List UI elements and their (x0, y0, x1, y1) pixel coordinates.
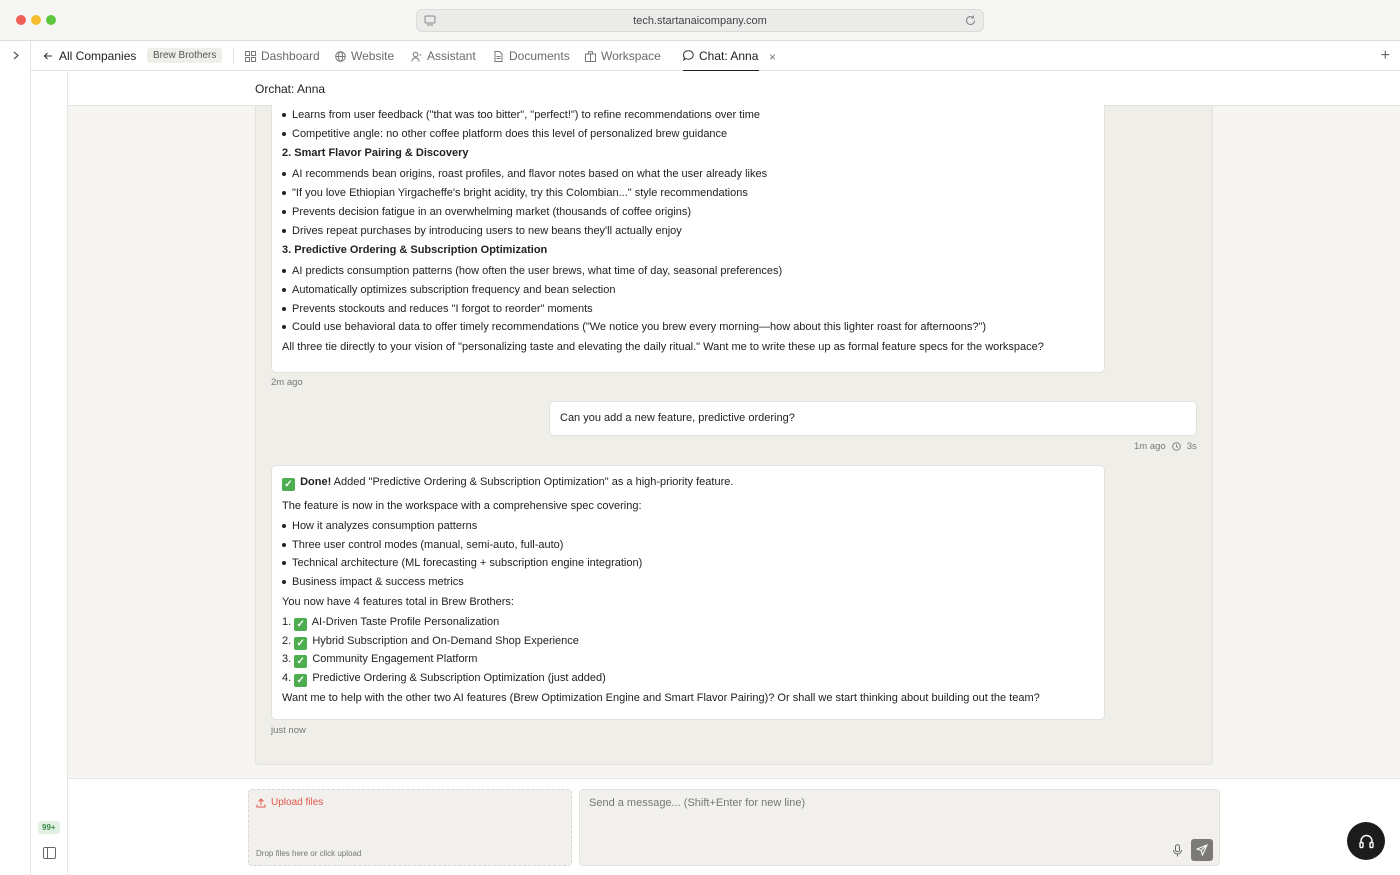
reload-icon[interactable] (964, 14, 977, 27)
tab-dashboard[interactable] (245, 41, 320, 71)
tab-website[interactable] (335, 41, 394, 71)
message-timestamp: 2m ago (271, 377, 303, 388)
checkmark-icon: ✓ (282, 478, 295, 491)
list-item: Business impact & success metrics (282, 573, 1094, 592)
list-item (282, 669, 1094, 688)
assistant-message (271, 465, 1105, 720)
message-paragraph: All three tie directly to your vision of "personalizing taste and elevating the daily ritual." Want me to write these up as formal feature specs for the workspace? (282, 341, 1044, 354)
list-item: Could use behavioral data to offer timely recommendations ("We notice you brew every morning—how about this lighter roast for afternoons?") (282, 318, 1094, 337)
company-badge: Brew Brothers (147, 48, 222, 63)
clock-icon (1172, 442, 1181, 451)
address-bar[interactable] (416, 9, 984, 32)
bullet-list (282, 517, 1094, 592)
page-title: Orchat: Anna (255, 82, 326, 96)
bullet-list (282, 106, 1094, 143)
arrow-left-icon (43, 51, 53, 61)
bullet-list (282, 262, 1094, 337)
chevron-right-icon[interactable] (9, 49, 22, 62)
browser-toolbar (0, 0, 1400, 41)
list-item: AI recommends bean origins, roast profiles, and flavor notes based on what the user already likes (282, 165, 1094, 184)
tab-label: Dashboard (261, 49, 320, 63)
list-item: Automatically optimizes subscription frequency and bean selection (282, 281, 1094, 300)
checkmark-icon: ✓ (294, 618, 307, 631)
list-item: Technical architecture (ML forecasting + subscription engine integration) (282, 554, 1094, 573)
left-panel (31, 71, 68, 875)
response-duration: 3s (1186, 441, 1197, 452)
list-item (282, 632, 1094, 651)
upload-files-button[interactable] (256, 797, 323, 808)
item-number: 2. (282, 634, 292, 647)
divider (233, 48, 234, 64)
close-tab-icon[interactable]: × (769, 50, 777, 64)
message-meta (1134, 441, 1197, 452)
user-icon (411, 51, 422, 62)
message-paragraph: You now have 4 features total in Brew Brothers: (282, 595, 514, 608)
headset-icon (1358, 833, 1375, 850)
grid-icon (245, 51, 256, 62)
item-number: 3. (282, 653, 292, 666)
message-paragraph: Want me to help with the other two AI features (Brew Optimization Engine and Smart Flavor Pairing)? Or shall we start thinking about building out the team? (282, 691, 1040, 704)
section-heading: 3. Predictive Ordering & Subscription Optimization (282, 244, 548, 257)
notification-badge[interactable]: 99+ (38, 821, 60, 834)
list-item: Competitive angle: no other coffee platform does this level of personalized brew guidance (282, 125, 1094, 144)
done-label: Done! (300, 476, 332, 488)
list-item: Three user control modes (manual, semi-auto, full-auto) (282, 536, 1094, 555)
close-window-button[interactable] (16, 15, 26, 25)
app-tabbar (31, 41, 1400, 71)
list-item: AI predicts consumption patterns (how often the user brews, what time of day, seasonal preferences) (282, 262, 1094, 281)
list-item: Drives repeat purchases by introducing users to new beans they'll actually enjoy (282, 222, 1094, 241)
tab-label: Website (351, 49, 395, 63)
all-companies-link[interactable] (43, 49, 136, 63)
minimize-window-button[interactable] (31, 15, 41, 25)
feature-label: Community Engagement Platform (312, 653, 478, 666)
feature-label: AI-Driven Taste Profile Personalization (311, 615, 500, 628)
chat-main (68, 106, 1400, 778)
list-item: How it analyzes consumption patterns (282, 517, 1094, 536)
message-input[interactable] (589, 797, 1149, 809)
tab-documents[interactable] (493, 41, 570, 71)
add-tab-icon[interactable]: + (1380, 47, 1390, 64)
checkmark-icon: ✓ (294, 674, 307, 687)
microphone-icon[interactable] (1172, 844, 1183, 857)
message-text: Can you add a new feature, predictive ordering? (560, 412, 795, 424)
url-text: tech.startanaicompany.com (633, 15, 767, 27)
assistant-message (271, 105, 1105, 373)
tab-workspace[interactable] (585, 41, 661, 71)
message-paragraph (282, 475, 1094, 491)
support-button[interactable] (1347, 822, 1385, 860)
checkmark-icon: ✓ (294, 655, 307, 668)
user-message (549, 401, 1197, 436)
message-timestamp: just now (271, 725, 306, 736)
message-composer (68, 778, 1400, 875)
tab-label: Documents (509, 49, 570, 63)
list-item: Prevents stockouts and reduces "I forgot to reorder" moments (282, 300, 1094, 319)
globe-icon (335, 51, 346, 62)
back-label: All Companies (59, 49, 137, 63)
send-button[interactable] (1191, 839, 1213, 861)
building-icon (585, 51, 596, 62)
upload-label: Upload files (271, 797, 324, 808)
message-timestamp: 1m ago (1134, 441, 1166, 452)
list-item (282, 613, 1094, 632)
send-icon (1196, 844, 1208, 856)
item-number: 4. (282, 671, 292, 684)
tab-assistant[interactable] (411, 41, 476, 71)
upload-icon (256, 798, 266, 808)
maximize-window-button[interactable] (46, 15, 56, 25)
feature-label: Hybrid Subscription and On-Demand Shop Experience (312, 634, 579, 647)
feature-list (282, 613, 1094, 688)
item-number: 1. (282, 615, 292, 628)
document-icon (493, 51, 504, 62)
chat-header (68, 71, 1400, 106)
chat-bubble-icon (683, 50, 694, 61)
tab-chat-anna[interactable] (683, 41, 759, 71)
list-item: Learns from user feedback ("that was too bitter", "perfect!") to refine recommendations over time (282, 106, 1094, 125)
file-dropzone[interactable] (248, 789, 572, 866)
bullet-list (282, 165, 1094, 240)
feature-label: Predictive Ordering & Subscription Optimization (just added) (312, 671, 606, 684)
tab-label: Workspace (601, 49, 661, 63)
message-paragraph: The feature is now in the workspace with a comprehensive spec covering: (282, 500, 642, 512)
checkmark-icon: ✓ (294, 637, 307, 650)
list-item: "If you love Ethiopian Yirgacheffe's bright acidity, try this Colombian..." style recommendations (282, 184, 1094, 203)
sidebar-toggle-icon[interactable] (43, 847, 56, 859)
tab-label: Assistant (427, 49, 476, 63)
message-box (579, 789, 1220, 866)
section-heading: 2. Smart Flavor Pairing & Discovery (282, 147, 469, 160)
list-item: Prevents decision fatigue in an overwhelming market (thousands of coffee origins) (282, 203, 1094, 222)
left-rail (0, 41, 31, 875)
upload-hint: Drop files here or click upload (256, 849, 362, 858)
list-item (282, 650, 1094, 669)
tab-label: Chat: Anna (699, 48, 759, 63)
intro-text: Added "Predictive Ordering & Subscription Optimization" as a high-priority feature. (331, 476, 734, 488)
